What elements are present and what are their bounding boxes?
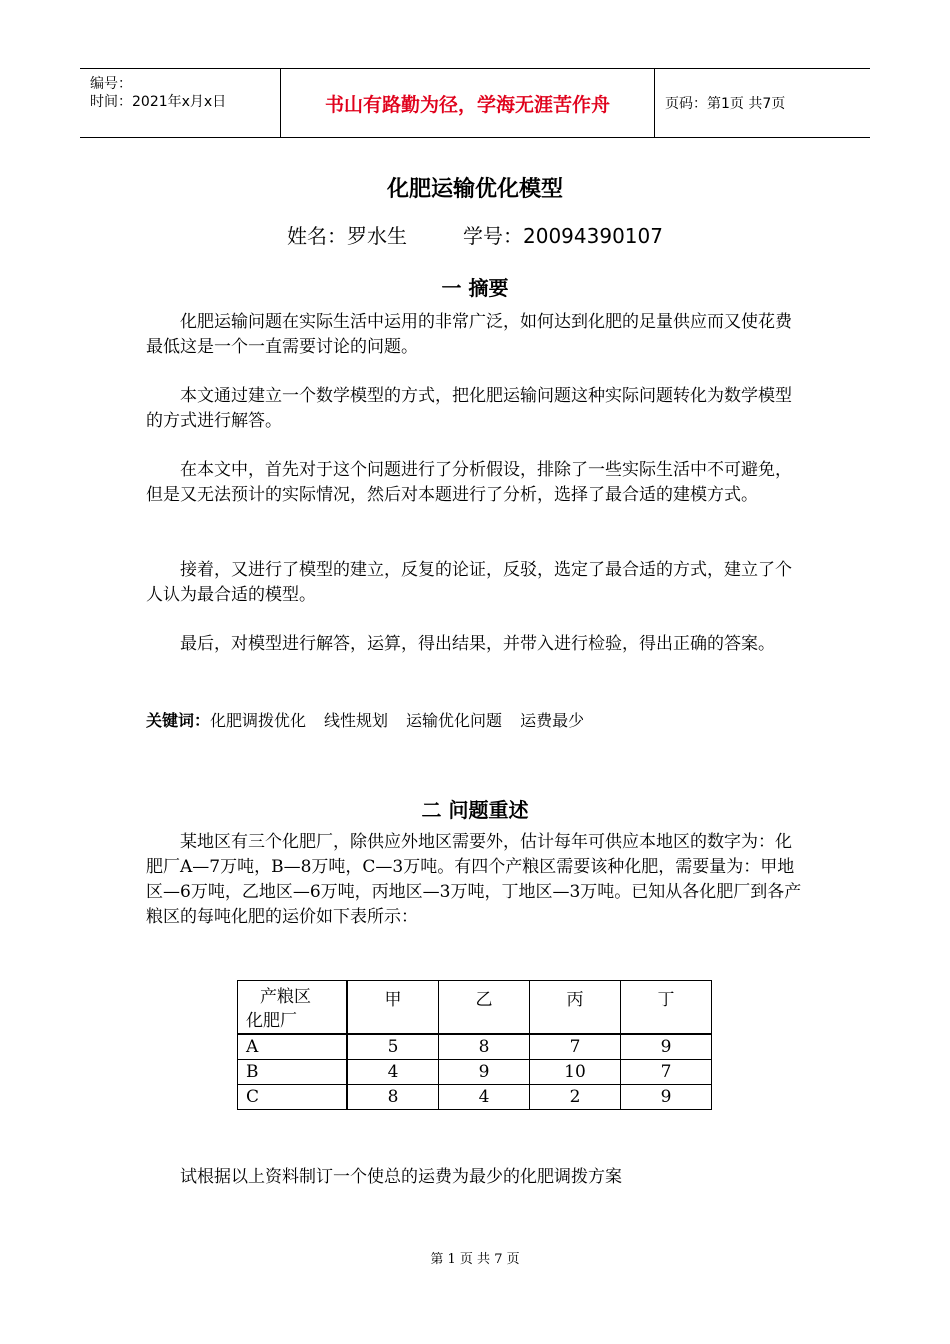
- page-footer: 第 1 页 共 7 页: [430, 1252, 520, 1267]
- table-row: [238, 1034, 712, 1060]
- table-cell: 10: [530, 1060, 621, 1085]
- keyword: 化肥调拨优化: [210, 711, 307, 730]
- row-header: B: [238, 1060, 348, 1085]
- table-cell: 4: [439, 1085, 530, 1110]
- freight-rate-table: [237, 980, 712, 1110]
- author-line: [0, 220, 950, 249]
- question-text: 试根据以上资料制订一个使总的运费为最少的化肥调拨方案: [180, 1167, 622, 1187]
- header-meta: [80, 69, 281, 137]
- table-cell: 7: [530, 1034, 621, 1060]
- table-cell: 7: [621, 1060, 712, 1085]
- column-header: 甲: [347, 981, 439, 1035]
- row-header: C: [238, 1085, 348, 1110]
- student-id: 学号：20094390107: [463, 224, 663, 248]
- header-number: 编号：: [90, 76, 132, 92]
- abstract-paragraph: 最后，对模型进行解答，运算，得出结果，并带入进行检验，得出正确的答案。: [180, 634, 775, 654]
- header-time: 时间：2021年x月x日: [90, 94, 227, 110]
- document-title: 化肥运输优化模型: [386, 177, 563, 202]
- table-cell: 5: [347, 1034, 439, 1060]
- abstract-paragraph: 在本文中，首先对于这个问题进行了分析假设，排除了一些实际生活中不可避免，但是又无法预计的实际情况，然后对本题进行了分析，选择了最合适的建模方式。: [146, 460, 792, 505]
- keyword: 运费最少: [520, 711, 585, 730]
- column-header: 丁: [621, 981, 712, 1035]
- keyword: 线性规划: [324, 711, 389, 730]
- header-motto-cell: [281, 69, 655, 137]
- table-header-row: [238, 981, 712, 1035]
- keywords-line: [146, 708, 602, 731]
- header-page-info: 页码：第1页 共7页: [665, 96, 786, 112]
- keywords-label: 关键词：: [146, 711, 211, 730]
- abstract-paragraph: 接着，又进行了模型的建立，反复的论证，反驳，选定了最合适的方式，建立了个人认为最合适的模型。: [146, 560, 792, 605]
- column-header: 乙: [439, 981, 530, 1035]
- corner-bottom-label: 化肥厂: [246, 1011, 297, 1031]
- table-cell: 2: [530, 1085, 621, 1110]
- keyword: 运输优化问题: [406, 711, 503, 730]
- corner-top-label: 产粮区: [260, 987, 311, 1007]
- restatement-heading: 二 问题重述: [421, 798, 529, 822]
- header-motto: 书山有路勤为径，学海无涯苦作舟: [324, 93, 610, 116]
- abstract-paragraph: 本文通过建立一个数学模型的方式，把化肥运输问题这种实际问题转化为数学模型的方式进行解答。: [146, 386, 792, 431]
- table-cell: 9: [621, 1034, 712, 1060]
- table-cell: 9: [621, 1085, 712, 1110]
- table-row: [238, 1060, 712, 1085]
- row-header: A: [238, 1034, 348, 1060]
- table-cell: 8: [439, 1034, 530, 1060]
- table-cell: 8: [347, 1085, 439, 1110]
- author-name: 姓名：罗水生: [287, 224, 407, 248]
- table-corner: [238, 981, 348, 1035]
- restatement-paragraph: 某地区有三个化肥厂，除供应外地区需要外，估计每年可供应本地区的数字为：化肥厂A—7万吨，B—8万吨，C—3万吨。有四个产粮区需要该种化肥，需要量为：甲地区—6万吨，乙地区—6万吨，丙地区—3万吨，丁地区—3万吨。已知从各化肥厂到各产粮区的每吨化肥的运价如下表所示：: [146, 832, 802, 927]
- abstract-paragraph: 化肥运输问题在实际生活中运用的非常广泛，如何达到化肥的足量供应而又使花费最低这是一个一直需要讨论的问题。: [146, 312, 792, 357]
- header-page-cell: [655, 69, 870, 137]
- abstract-heading: 一 摘要: [441, 276, 509, 300]
- page-header: [80, 68, 870, 138]
- column-header: 丙: [530, 981, 621, 1035]
- table-row: [238, 1085, 712, 1110]
- table-cell: 9: [439, 1060, 530, 1085]
- table-cell: 4: [347, 1060, 439, 1085]
